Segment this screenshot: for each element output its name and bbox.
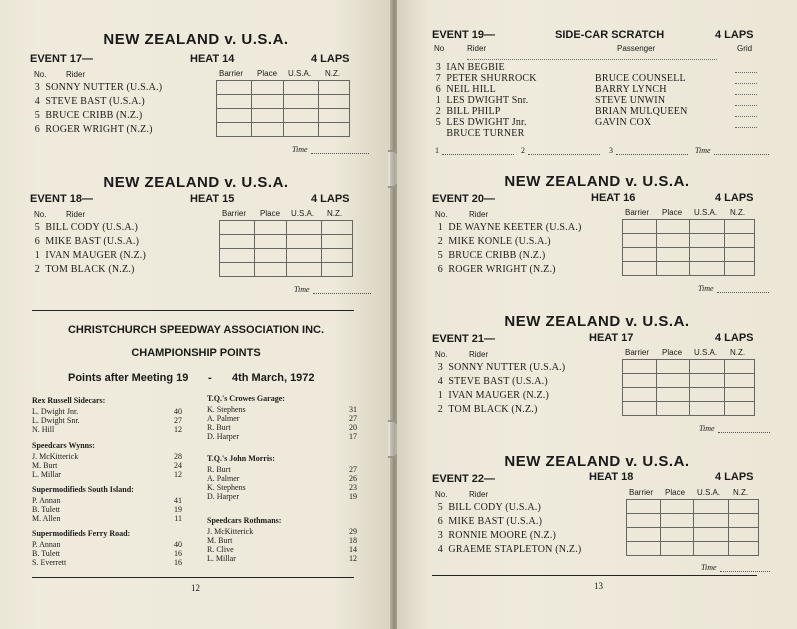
section-title: T.Q.'s Crowes Garage: xyxy=(207,394,285,403)
place-3: 3 xyxy=(609,146,688,155)
passenger-name: BARRY LYNCH xyxy=(595,84,667,95)
event20-title: NEW ZEALAND v. U.S.A. xyxy=(504,173,690,190)
grid-entry-line xyxy=(735,72,757,73)
event17-col-no: No. xyxy=(34,70,47,79)
event21-time: Time xyxy=(699,424,770,433)
event19-col-no: No xyxy=(434,44,445,53)
passenger-name: BRIAN MULQUEEN xyxy=(595,106,688,117)
event22-col-place: Place xyxy=(665,488,686,497)
event18-title: NEW ZEALAND v. U.S.A. xyxy=(103,174,289,191)
rider-name: RONNIE MOORE (N.Z.) xyxy=(448,530,557,541)
points-name: L. Millar xyxy=(32,470,61,479)
rider-number: 3 xyxy=(437,530,443,541)
rider-row xyxy=(30,110,142,121)
points-value: 24 xyxy=(174,461,182,470)
rider-name: IVAN MAUGER (N.Z.) xyxy=(45,250,147,261)
footer-divider xyxy=(32,577,354,578)
event18-laps: 4 LAPS xyxy=(311,193,350,205)
event21-score-grid xyxy=(622,359,755,416)
championship-title: CHAMPIONSHIP POINTS xyxy=(131,347,261,359)
event20-label: EVENT 20— xyxy=(432,193,495,205)
rider-row xyxy=(433,222,582,233)
points-value: 26 xyxy=(349,474,357,483)
event17-title: NEW ZEALAND v. U.S.A. xyxy=(103,31,289,48)
points-value: 20 xyxy=(349,423,357,432)
points-name: M. Allen xyxy=(32,514,61,523)
rider-row xyxy=(30,82,162,93)
event20-heat: HEAT 16 xyxy=(591,192,636,204)
rider-number: 1 xyxy=(437,390,443,401)
event18-score-grid xyxy=(219,220,353,277)
event22-col-nz: N.Z. xyxy=(733,488,749,497)
event17-time: Time xyxy=(292,145,369,154)
rider-name: STEVE BAST (U.S.A.) xyxy=(45,96,145,107)
rider-name: GRAEME STAPLETON (N.Z.) xyxy=(448,544,582,555)
points-name: R. Clive xyxy=(207,545,234,554)
rider-row xyxy=(30,222,138,233)
rider-name: LES DWIGHT Jnr. xyxy=(446,117,527,128)
points-after-label: Points after Meeting 19 xyxy=(68,372,189,384)
event17-col-rider: Rider xyxy=(66,70,86,79)
event21-col-rider: Rider xyxy=(469,350,489,359)
rider-name: IAN BEGBIE xyxy=(446,62,505,73)
points-value: 12 xyxy=(349,554,357,563)
event17-heat: HEAT 14 xyxy=(190,53,235,65)
points-value: 27 xyxy=(349,414,357,423)
event21-title: NEW ZEALAND v. U.S.A. xyxy=(504,313,690,330)
event20-col-place: Place xyxy=(662,208,683,217)
rider-number: 5 xyxy=(435,117,441,128)
rider-name: BRUCE TURNER xyxy=(446,128,525,139)
section-title: Rex Russell Sidecars: xyxy=(32,396,106,405)
section-title: Speedcars Wynns: xyxy=(32,441,95,450)
rider-name: SONNY NUTTER (U.S.A.) xyxy=(448,362,566,373)
points-name: K. Stephens xyxy=(207,483,246,492)
event22-title: NEW ZEALAND v. U.S.A. xyxy=(504,453,690,470)
rider-number: 4 xyxy=(437,544,443,555)
rider-name: BRUCE CRIBB (N.Z.) xyxy=(448,250,546,261)
event18-col-nz: N.Z. xyxy=(327,209,343,218)
event18-heat: HEAT 15 xyxy=(190,193,235,205)
event21-col-no: No. xyxy=(435,350,448,359)
points-name: D. Harper xyxy=(207,432,239,441)
points-value: 28 xyxy=(174,452,182,461)
points-value: 12 xyxy=(174,425,182,434)
points-name: M. Burt xyxy=(32,461,58,470)
rider-name: NEIL HILL xyxy=(446,84,496,95)
points-name: B. Tulett xyxy=(32,505,61,514)
event18-col-no: No. xyxy=(34,210,47,219)
rider-row xyxy=(431,117,527,128)
page-12 xyxy=(0,0,392,629)
points-name: M. Burt xyxy=(207,536,233,545)
event22-col-barrier: Barrier xyxy=(629,488,654,497)
event20-col-barrier: Barrier xyxy=(625,208,650,217)
rider-name: MIKE KONLE (U.S.A.) xyxy=(448,236,551,247)
points-value: 12 xyxy=(174,470,182,479)
event19-laps: 4 LAPS xyxy=(715,29,754,41)
place-2: 2 xyxy=(521,146,600,155)
event18-col-usa: U.S.A. xyxy=(291,209,315,218)
rider-row xyxy=(433,530,556,541)
passenger-line xyxy=(467,59,717,60)
rider-name: PETER SHURROCK xyxy=(446,73,537,84)
event21-col-barrier: Barrier xyxy=(625,348,650,357)
event20-col-rider: Rider xyxy=(469,210,489,219)
event18-time: Time xyxy=(294,285,371,294)
rider-number: 6 xyxy=(437,264,443,275)
rider-name: MIKE BAST (U.S.A.) xyxy=(45,236,140,247)
event22-col-no: No. xyxy=(435,490,448,499)
rider-row xyxy=(30,236,139,247)
section-divider xyxy=(32,310,354,311)
points-value: 16 xyxy=(174,558,182,567)
event22-time: Time xyxy=(701,563,770,572)
rider-row xyxy=(433,236,551,247)
rider-row xyxy=(30,250,146,261)
event17-col-nz: N.Z. xyxy=(325,69,341,78)
points-section-supermod-ferry xyxy=(32,529,182,570)
points-value: 17 xyxy=(349,432,357,441)
rider-row xyxy=(431,106,501,117)
event19-col-rider: Rider xyxy=(467,44,487,53)
points-section-speedcars-wynns xyxy=(32,441,182,482)
rider-row xyxy=(433,390,549,401)
rider-name: BILL CODY (U.S.A.) xyxy=(448,502,541,513)
points-value: 41 xyxy=(174,496,182,505)
rider-name: BILL CODY (U.S.A.) xyxy=(45,222,138,233)
points-name: D. Harper xyxy=(207,492,239,501)
points-value: 19 xyxy=(349,492,357,501)
points-name: A. Palmer xyxy=(207,474,240,483)
rider-number: 2 xyxy=(34,264,40,275)
rider-number: 1 xyxy=(34,250,40,261)
rider-name: TOM BLACK (N.Z.) xyxy=(448,404,538,415)
event17-laps: 4 LAPS xyxy=(311,53,350,65)
rider-number: 1 xyxy=(435,95,441,106)
rider-name: LES DWIGHT Snr. xyxy=(446,95,529,106)
rider-number: 4 xyxy=(437,376,443,387)
points-value: 31 xyxy=(349,405,357,414)
event18-col-barrier: Barrier xyxy=(222,209,247,218)
event21-label: EVENT 21— xyxy=(432,333,495,345)
rider-number: 7 xyxy=(435,73,441,84)
rider-row xyxy=(433,404,538,415)
points-section-tq-crowes xyxy=(207,394,357,443)
points-section-supermod-south xyxy=(32,485,182,526)
points-date: 4th March, 1972 xyxy=(232,372,315,384)
passenger-name: STEVE UNWIN xyxy=(595,95,666,106)
rider-row xyxy=(431,84,496,95)
rider-number: 5 xyxy=(437,250,443,261)
rider-row xyxy=(433,264,556,275)
rider-row xyxy=(433,250,545,261)
event21-col-usa: U.S.A. xyxy=(694,348,718,357)
rider-name: MIKE BAST (U.S.A.) xyxy=(448,516,543,527)
rider-row xyxy=(433,376,548,387)
event20-laps: 4 LAPS xyxy=(715,192,754,204)
points-value: 29 xyxy=(349,527,357,536)
points-name: L. Dwight Snr. xyxy=(32,416,80,425)
rider-number: 6 xyxy=(34,236,40,247)
event22-label: EVENT 22— xyxy=(432,473,495,485)
event19-time: Time xyxy=(695,146,769,155)
rider-row xyxy=(30,96,145,107)
rider-number: 6 xyxy=(437,516,443,527)
rider-number: 2 xyxy=(435,106,441,117)
rider-row xyxy=(433,502,541,513)
rider-name: IVAN MAUGER (N.Z.) xyxy=(448,390,550,401)
points-value: 19 xyxy=(174,505,182,514)
points-dash: - xyxy=(208,372,212,384)
grid-entry-line xyxy=(735,94,757,95)
footer-divider xyxy=(432,575,757,576)
rider-name: DE WAYNE KEETER (U.S.A.) xyxy=(448,222,582,233)
section-title: Supermodifieds South Island: xyxy=(32,485,134,494)
event18-col-place: Place xyxy=(260,209,281,218)
points-value: 27 xyxy=(174,416,182,425)
event19-label: EVENT 19— xyxy=(432,29,495,41)
points-value: 27 xyxy=(349,465,357,474)
section-title: T.Q.'s John Morris: xyxy=(207,454,275,463)
points-name: J. McKitterick xyxy=(32,452,79,461)
points-name: S. Everrett xyxy=(32,558,67,567)
points-value: 40 xyxy=(174,407,182,416)
points-name: J. McKitterick xyxy=(207,527,254,536)
event22-col-rider: Rider xyxy=(469,490,489,499)
section-title: Speedcars Rothmans: xyxy=(207,516,282,525)
event19-title: SIDE-CAR SCRATCH xyxy=(555,29,665,41)
rider-number: 6 xyxy=(435,84,441,95)
rider-row xyxy=(431,73,537,84)
points-section-tq-john-morris xyxy=(207,454,357,503)
points-name: B. Tulett xyxy=(32,549,61,558)
grid-entry-line xyxy=(735,116,757,117)
rider-row xyxy=(433,516,542,527)
event17-col-place: Place xyxy=(257,69,278,78)
points-name: N. Hill xyxy=(32,425,55,434)
rider-name: ROGER WRIGHT (N.Z.) xyxy=(448,264,556,275)
points-name: P. Annan xyxy=(32,496,61,505)
event18-label: EVENT 18— xyxy=(30,193,93,205)
points-name: P. Annan xyxy=(32,540,61,549)
rider-name: STEVE BAST (U.S.A.) xyxy=(448,376,548,387)
event20-col-no: No. xyxy=(435,210,448,219)
rider-number: 2 xyxy=(437,404,443,415)
points-name: R. Burt xyxy=(207,465,231,474)
rider-number: 4 xyxy=(34,96,40,107)
event22-score-grid xyxy=(626,499,759,556)
event22-heat: HEAT 18 xyxy=(589,471,634,483)
rider-name: TOM BLACK (N.Z.) xyxy=(45,264,135,275)
rider-number: 3 xyxy=(437,362,443,373)
grid-entry-line xyxy=(735,83,757,84)
event17-col-barrier: Barrier xyxy=(219,69,244,78)
rider-row xyxy=(30,264,135,275)
event20-col-nz: N.Z. xyxy=(730,208,746,217)
rider-number: 1 xyxy=(437,222,443,233)
passenger-name: GAVIN COX xyxy=(595,117,652,128)
page-13 xyxy=(397,0,797,629)
points-name: R. Burt xyxy=(207,423,231,432)
rider-name: SONNY NUTTER (U.S.A.) xyxy=(45,82,163,93)
event21-col-nz: N.Z. xyxy=(730,348,746,357)
points-value: 40 xyxy=(174,540,182,549)
event22-laps: 4 LAPS xyxy=(715,471,754,483)
points-value: 11 xyxy=(174,514,182,523)
rider-number: 5 xyxy=(34,222,40,233)
rider-row xyxy=(431,62,505,73)
rider-row xyxy=(433,362,565,373)
event17-score-grid xyxy=(216,80,350,137)
points-value: 16 xyxy=(174,549,182,558)
event21-col-place: Place xyxy=(662,348,683,357)
association-name: CHRISTCHURCH SPEEDWAY ASSOCIATION INC. xyxy=(67,324,325,336)
event19-col-grid: Grid xyxy=(737,44,753,53)
event20-col-usa: U.S.A. xyxy=(694,208,718,217)
rider-name: BRUCE CRIBB (N.Z.) xyxy=(45,110,143,121)
points-name: L. Dwight Jnr. xyxy=(32,407,79,416)
rider-number: 3 xyxy=(435,62,441,73)
rider-row xyxy=(431,128,524,139)
rider-number: 5 xyxy=(34,110,40,121)
event22-col-usa: U.S.A. xyxy=(697,488,721,497)
points-name: K. Stephens xyxy=(207,405,246,414)
event21-laps: 4 LAPS xyxy=(715,332,754,344)
points-value: 18 xyxy=(349,536,357,545)
event17-label: EVENT 17— xyxy=(30,53,93,65)
rider-name: ROGER WRIGHT (N.Z.) xyxy=(45,124,153,135)
event17-col-usa: U.S.A. xyxy=(288,69,312,78)
page-number: 12 xyxy=(191,583,200,593)
rider-row xyxy=(433,544,581,555)
points-section-sidecars xyxy=(32,396,182,437)
points-name: A. Palmer xyxy=(207,414,240,423)
event21-heat: HEAT 17 xyxy=(589,332,634,344)
grid-entry-line xyxy=(735,127,757,128)
page-number: 13 xyxy=(594,581,603,591)
points-value: 14 xyxy=(349,545,357,554)
rider-number: 3 xyxy=(34,82,40,93)
event19-col-passenger: Passenger xyxy=(617,44,656,53)
rider-row xyxy=(30,124,153,135)
rider-number: 2 xyxy=(437,236,443,247)
section-title: Supermodifieds Ferry Road: xyxy=(32,529,131,538)
event20-time: Time xyxy=(698,284,769,293)
rider-number: 6 xyxy=(34,124,40,135)
points-value: 23 xyxy=(349,483,357,492)
passenger-name: BRUCE COUNSELL xyxy=(595,73,686,84)
rider-number: 5 xyxy=(437,502,443,513)
points-name: L. Millar xyxy=(207,554,236,563)
event20-score-grid xyxy=(622,219,755,276)
points-section-speedcars-rothmans xyxy=(207,516,357,565)
rider-name: BILL PHILP xyxy=(446,106,501,117)
grid-entry-line xyxy=(735,105,757,106)
rider-row xyxy=(431,95,528,106)
event18-col-rider: Rider xyxy=(66,210,86,219)
place-1: 1 xyxy=(435,146,514,155)
